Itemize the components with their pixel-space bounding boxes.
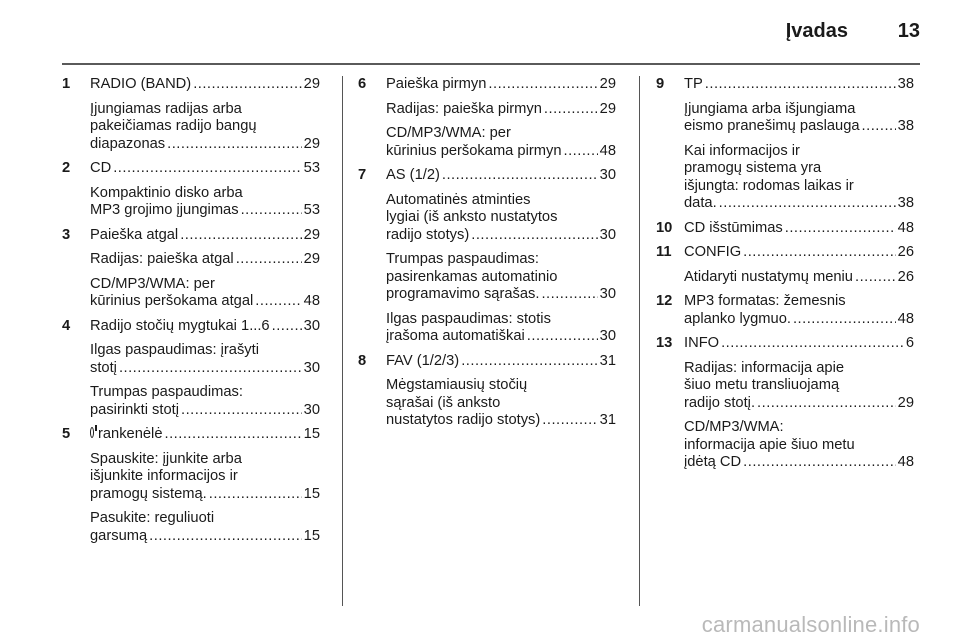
entry-line — [386, 377, 616, 395]
entry-description — [386, 311, 616, 346]
entry-line — [90, 227, 320, 245]
entry-text: Ilgas paspaudimas: stotis — [386, 310, 551, 327]
entry-text: AS (1/2) — [386, 167, 440, 183]
entry-line — [386, 101, 616, 119]
page-reference[interactable]: 29 — [303, 226, 320, 243]
entry-text: įdėtą CD — [684, 454, 742, 470]
dot-leader — [241, 202, 302, 220]
page-reference[interactable]: 38 — [897, 195, 914, 211]
entry-line — [90, 451, 320, 469]
page-reference[interactable]: 30 — [599, 286, 616, 302]
page-reference[interactable]: 48 — [897, 310, 914, 327]
page-reference[interactable]: 38 — [897, 118, 914, 134]
entry-description — [90, 185, 320, 220]
entry-text: Radijas: informacija apie — [684, 359, 845, 376]
entry-line — [386, 251, 616, 269]
dot-leader — [471, 227, 597, 245]
entry-line — [684, 360, 914, 378]
entry-description — [684, 335, 914, 353]
dot-leader — [721, 335, 904, 353]
entry-line — [90, 510, 320, 528]
entry-text: programavimo sąrašas. — [386, 286, 540, 302]
dot-leader — [209, 486, 302, 504]
entry-text: MP3 grojimo įjungimas — [90, 202, 239, 218]
dot-leader — [442, 167, 598, 185]
entry-line — [90, 384, 320, 402]
index-entry — [358, 167, 616, 346]
page-reference[interactable]: 53 — [303, 202, 320, 218]
entry-line — [90, 342, 320, 360]
entry-text: Paieška atgal — [90, 226, 179, 243]
entry-text: pramogų sistema yra — [684, 160, 822, 176]
entry-text: pakeičiamas radijo bangų — [90, 118, 257, 134]
page-reference[interactable]: 26 — [897, 244, 914, 260]
entry-text: eismo pranešimų paslauga — [684, 118, 860, 134]
index-entry — [358, 353, 616, 430]
entry-text: aplanko lygmuo. — [684, 310, 791, 327]
dot-leader — [564, 143, 598, 161]
entry-line — [684, 118, 914, 136]
entry-line — [386, 395, 616, 413]
entry-number: 4 — [62, 317, 71, 334]
page-reference[interactable]: 15 — [303, 527, 320, 544]
entry-description — [386, 377, 616, 430]
entry-line — [90, 402, 320, 420]
entry-text: data. — [684, 195, 717, 211]
entry-line — [386, 209, 616, 227]
page-reference[interactable]: 26 — [897, 268, 914, 285]
dot-leader — [855, 269, 896, 287]
entry-description — [90, 251, 320, 269]
entry-line — [684, 178, 914, 196]
entry-description — [684, 220, 914, 238]
entry-number: 12 — [656, 293, 673, 309]
dot-leader — [785, 220, 896, 238]
index-entry — [656, 220, 914, 238]
entry-text: kūrinius peršokama atgal — [90, 293, 254, 309]
entry-line — [90, 528, 320, 546]
entry-line — [684, 101, 914, 119]
dot-leader — [743, 454, 896, 472]
entry-text: Radijas: paieška atgal — [90, 251, 234, 267]
page-number: 13 — [897, 20, 920, 42]
page-reference[interactable]: 29 — [303, 135, 320, 152]
page-title: Įvadas — [785, 20, 848, 42]
entry-description — [386, 125, 616, 160]
page-reference[interactable]: 48 — [897, 454, 914, 470]
entry-text: Kai informacijos ir — [684, 142, 800, 159]
entry-line — [90, 468, 320, 486]
entry-text: TP — [684, 76, 703, 92]
entry-line — [386, 412, 616, 430]
entry-number: 13 — [656, 335, 673, 351]
entry-text: Automatinės atminties — [386, 191, 531, 208]
entry-text: CD/MP3/WMA: — [684, 419, 784, 435]
dot-leader — [488, 76, 597, 94]
entry-text: šiuo metu transliuojamą — [684, 377, 840, 393]
entry-description — [90, 510, 320, 545]
entry-text: pasirenkamas automatinio — [386, 268, 558, 285]
entry-line — [90, 136, 320, 154]
entry-line — [90, 76, 320, 94]
entry-number: 2 — [62, 160, 71, 176]
dot-leader — [193, 76, 301, 94]
page-reference[interactable]: 29 — [599, 76, 616, 92]
index-column-1 — [62, 76, 320, 552]
page-reference[interactable]: 29 — [303, 251, 320, 267]
entry-line — [684, 76, 914, 94]
entry-line — [90, 360, 320, 378]
entry-text: CD/MP3/WMA: per — [90, 275, 215, 292]
entry-text: išjungta: rodomas laikas ir — [684, 177, 854, 194]
entry-line — [90, 426, 320, 444]
page-reference[interactable]: 48 — [897, 219, 914, 236]
power-knob-icon — [90, 427, 94, 438]
entry-description — [90, 76, 320, 94]
entry-text: Pasukite: reguliuoti — [90, 510, 215, 526]
entry-text: išjunkite informacijos ir — [90, 468, 238, 484]
entry-text: Kompaktinio disko arba — [90, 184, 243, 201]
page-reference[interactable]: 30 — [303, 317, 320, 334]
entry-line — [684, 160, 914, 178]
dot-leader — [743, 244, 896, 262]
entry-description — [90, 227, 320, 245]
entry-text: Radijo stočių mygtukai 1...6 — [90, 317, 270, 334]
dot-leader — [255, 293, 301, 311]
entry-text: radijo stotys) — [386, 226, 470, 243]
page-reference[interactable]: 29 — [897, 394, 914, 411]
dot-leader — [113, 160, 301, 178]
entry-text: Ilgas paspaudimas: įrašyti — [90, 342, 259, 358]
dot-leader — [119, 360, 302, 378]
entry-number: 3 — [62, 226, 71, 243]
entry-text: MP3 formatas: žemesnis — [684, 293, 846, 309]
page-reference[interactable]: 31 — [599, 352, 616, 369]
dot-leader — [272, 318, 302, 336]
entry-line — [90, 160, 320, 178]
entry-number: 9 — [656, 76, 665, 92]
entry-text: garsumą — [90, 527, 148, 544]
entry-text: pasirinkti stotį — [90, 401, 179, 418]
index-entry — [62, 160, 320, 220]
entry-description — [684, 419, 914, 472]
entry-description — [386, 76, 616, 94]
entry-text: nustatytos radijo stotys) — [386, 412, 541, 428]
page-reference[interactable]: 48 — [303, 293, 320, 309]
entry-line — [386, 269, 616, 287]
entry-description — [684, 143, 914, 213]
entry-text: Įjungiamas radijas arba — [90, 100, 242, 117]
entry-description — [684, 244, 914, 262]
entry-text: Atidaryti nustatymų meniu — [684, 268, 853, 285]
dot-leader — [165, 426, 302, 444]
entry-number: 7 — [358, 167, 367, 183]
entry-text: radijo stotį. — [684, 394, 756, 411]
entry-line — [386, 227, 616, 245]
entry-line — [684, 395, 914, 413]
entry-line — [684, 454, 914, 472]
dot-leader — [719, 195, 896, 213]
entry-description — [90, 342, 320, 377]
dot-leader — [461, 353, 597, 371]
entry-line — [684, 311, 914, 329]
column-divider — [639, 76, 640, 606]
entry-text: Radijas: paieška pirmyn — [386, 100, 542, 117]
entry-line — [90, 276, 320, 294]
entry-line — [90, 486, 320, 504]
entry-number: 11 — [656, 244, 672, 260]
entry-text: diapazonas — [90, 135, 166, 152]
header-rule — [62, 63, 920, 65]
index-entry — [656, 244, 914, 286]
entry-line — [386, 311, 616, 329]
entry-text: lygiai (iš anksto nustatytos — [386, 209, 558, 225]
dot-leader — [862, 118, 896, 136]
page-reference[interactable]: 15 — [303, 426, 320, 442]
entry-text: CONFIG — [684, 244, 742, 260]
entry-number: 6 — [358, 76, 367, 92]
entry-text: Mėgstamiausių stočių — [386, 377, 528, 393]
entry-text: FAV (1/2/3) — [386, 352, 460, 369]
entry-line — [386, 143, 616, 161]
page-reference[interactable]: 31 — [599, 412, 616, 428]
entry-number: 1 — [62, 76, 71, 92]
entry-line — [684, 244, 914, 262]
index-entry — [358, 76, 616, 160]
column-divider — [342, 76, 343, 606]
page-reference[interactable]: 30 — [303, 401, 320, 418]
entry-line — [90, 251, 320, 269]
page-header — [0, 0, 960, 64]
page-reference[interactable]: 30 — [303, 359, 320, 376]
page-reference[interactable]: 48 — [599, 142, 616, 159]
entry-line — [90, 318, 320, 336]
entry-text: sąrašai (iš anksto — [386, 394, 501, 411]
entry-line — [386, 125, 616, 143]
entry-text: Įjungiama arba išjungiama — [684, 100, 856, 117]
watermark: carmanualsonline.info — [701, 612, 920, 637]
dot-leader — [527, 328, 598, 346]
entry-text: CD išstūmimas — [684, 219, 783, 236]
dot-leader — [149, 528, 302, 546]
entry-description — [684, 101, 914, 136]
entry-text: CD/MP3/WMA: per — [386, 125, 511, 141]
dot-leader — [541, 286, 597, 304]
entry-text: rankenėlė — [97, 426, 163, 442]
page-reference[interactable]: 30 — [599, 328, 616, 344]
dot-leader — [544, 101, 598, 119]
entry-line — [684, 269, 914, 287]
entry-description — [684, 269, 914, 287]
entry-text: įrašoma automatiškai — [386, 328, 525, 344]
entry-description — [90, 426, 320, 444]
entry-description — [386, 101, 616, 119]
dot-leader — [181, 402, 302, 420]
entry-text: informacija apie šiuo metu — [684, 436, 855, 453]
page-reference[interactable]: 6 — [905, 335, 914, 351]
page-reference[interactable]: 38 — [897, 76, 914, 92]
index-entry — [656, 293, 914, 328]
index-entry — [62, 76, 320, 153]
page-reference[interactable]: 29 — [599, 100, 616, 117]
dot-leader — [542, 412, 597, 430]
entry-description — [90, 101, 320, 154]
dot-leader — [757, 395, 896, 413]
entry-description — [90, 318, 320, 336]
entry-line — [90, 118, 320, 136]
entry-description — [90, 160, 320, 178]
entry-text: stotį — [90, 359, 117, 376]
page-reference[interactable]: 15 — [303, 485, 320, 502]
entry-line — [90, 202, 320, 220]
dot-leader — [167, 136, 302, 154]
page-reference[interactable]: 30 — [599, 167, 616, 183]
entry-description — [386, 192, 616, 245]
entry-description — [90, 276, 320, 311]
entry-line — [684, 195, 914, 213]
entry-text: Paieška pirmyn — [386, 76, 487, 92]
entry-line — [386, 167, 616, 185]
entry-text: kūrinius peršokama pirmyn — [386, 142, 562, 159]
page-reference[interactable]: 29 — [303, 76, 320, 92]
entry-text: INFO — [684, 335, 720, 351]
entry-line — [90, 185, 320, 203]
entry-line — [684, 220, 914, 238]
entry-description — [386, 251, 616, 304]
page-reference[interactable]: 30 — [599, 226, 616, 243]
entry-line — [386, 353, 616, 371]
entry-line — [684, 335, 914, 353]
entry-line — [684, 437, 914, 455]
entry-number: 10 — [656, 219, 673, 236]
entry-text: RADIO (BAND) — [90, 76, 192, 92]
entry-line — [386, 286, 616, 304]
entry-number: 8 — [358, 352, 367, 369]
entry-description — [684, 360, 914, 413]
dot-leader — [793, 311, 896, 329]
page-reference[interactable]: 53 — [303, 160, 320, 176]
entry-description — [684, 293, 914, 328]
index-entry — [656, 76, 914, 213]
entry-line — [90, 293, 320, 311]
index-entry — [656, 335, 914, 472]
index-entry — [62, 426, 320, 545]
index-column-3 — [656, 76, 914, 479]
entry-text: CD — [90, 160, 112, 176]
entry-line — [684, 419, 914, 437]
entry-line — [684, 293, 914, 311]
entry-text: Trumpas paspaudimas: — [386, 251, 539, 267]
index-entry — [62, 318, 320, 420]
index-column-2 — [358, 76, 616, 437]
entry-text: Trumpas paspaudimas: — [90, 384, 243, 400]
entry-number: 5 — [62, 426, 71, 442]
dot-leader — [180, 227, 301, 245]
entry-line — [386, 328, 616, 346]
entry-text: Spauskite: įjunkite arba — [90, 450, 242, 467]
entry-line — [386, 76, 616, 94]
entry-description — [90, 384, 320, 419]
entry-line — [90, 101, 320, 119]
entry-line — [386, 192, 616, 210]
entry-description — [386, 167, 616, 185]
entry-text: pramogų sistemą. — [90, 485, 207, 502]
entry-description — [90, 451, 320, 504]
entry-description — [684, 76, 914, 94]
dot-leader — [236, 251, 302, 269]
index-entry — [62, 227, 320, 311]
entry-line — [684, 377, 914, 395]
entry-description — [386, 353, 616, 371]
dot-leader — [705, 76, 896, 94]
entry-line — [684, 143, 914, 161]
